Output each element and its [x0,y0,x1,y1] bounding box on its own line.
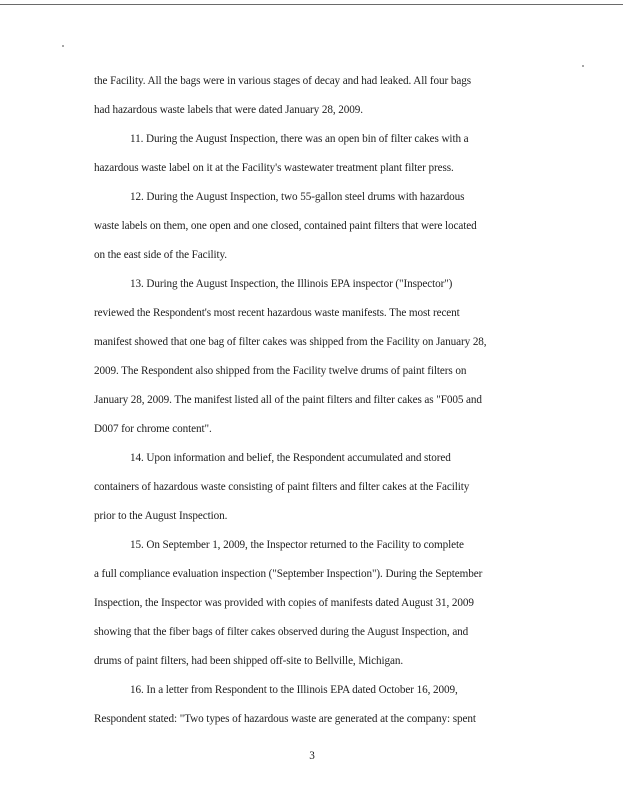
text-line: January 28, 2009. The manifest listed all of the paint filters and filter cakes as "F005 and [94,394,482,406]
paragraph-16-first-line: 16. In a letter from Respondent to the Illinois EPA dated October 16, 2009, [130,684,458,696]
paragraph-11-first-line: 11. During the August Inspection, there was an open bin of filter cakes with a [130,133,469,145]
text-line: D007 for chrome content". [94,423,212,435]
paragraph-12-first-line: 12. During the August Inspection, two 55-gallon steel drums with hazardous [130,191,465,203]
text-line: 2009. The Respondent also shipped from the Facility twelve drums of paint filters on [94,365,467,377]
paragraph-13-first-line: 13. During the August Inspection, the Illinois EPA inspector ("Inspector") [130,278,453,290]
text-line: prior to the August Inspection. [94,510,228,522]
scan-speck [62,45,64,47]
text-line: containers of hazardous waste consisting of paint filters and filter cakes at the Facility [94,481,470,493]
text-line: reviewed the Respondent's most recent hazardous waste manifests. The most recent [94,307,460,319]
text-line: drums of paint filters, had been shipped off-site to Bellville, Michigan. [94,655,404,667]
scan-speck [582,65,584,67]
paragraph-15-first-line: 15. On September 1, 2009, the Inspector returned to the Facility to complete [130,539,464,551]
text-line: hazardous waste label on it at the Facility's wastewater treatment plant filter press. [94,162,454,174]
text-line: showing that the fiber bags of filter cakes observed during the August Inspection, and [94,626,469,638]
text-line: the Facility. All the bags were in various stages of decay and had leaked. All four bags [94,75,471,87]
page-number: 3 [309,750,315,762]
text-line: on the east side of the Facility. [94,249,227,261]
paragraph-14-first-line: 14. Upon information and belief, the Respondent accumulated and stored [130,452,451,464]
text-line: had hazardous waste labels that were dated January 28, 2009. [94,104,363,116]
text-line: Inspection, the Inspector was provided with copies of manifests dated August 31, 2009 [94,597,474,609]
text-line: waste labels on them, one open and one closed, contained paint filters that were located [94,220,477,232]
text-line: Respondent stated: "Two types of hazardous waste are generated at the company: spent [94,713,476,725]
text-line: a full compliance evaluation inspection ("September Inspection"). During the September [94,568,483,580]
text-line: manifest showed that one bag of filter cakes was shipped from the Facility on January 28, [94,336,487,348]
scan-top-rule [0,4,623,5]
